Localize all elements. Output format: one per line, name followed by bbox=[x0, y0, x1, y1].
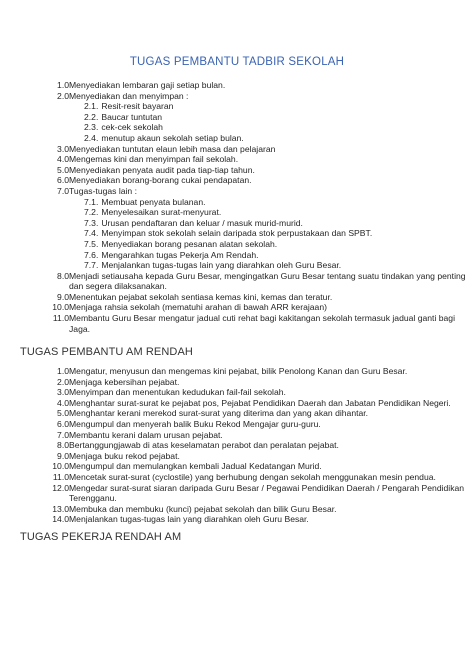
section-heading-pembantu-am-rendah: TUGAS PEMBANTU AM RENDAH bbox=[20, 346, 193, 358]
item-number: 1.0 bbox=[57, 366, 69, 376]
sub-list-item bbox=[0, 101, 474, 112]
item-text: Menjalankan tugas-tugas lain yang diarahkan oleh Guru Besar. bbox=[69, 514, 309, 525]
list-item bbox=[0, 175, 474, 186]
item-number: 8.0 bbox=[57, 270, 69, 281]
item-text: Menyediakan penyata audit pada tiap-tiap tahun. bbox=[69, 164, 255, 175]
item-text: Menyediakan borang-borang cukai pendapatan. bbox=[69, 175, 252, 186]
list-item bbox=[0, 430, 474, 441]
list-item bbox=[0, 472, 474, 483]
item-number: 7.5. bbox=[84, 238, 99, 249]
item-number: 3.0 bbox=[57, 387, 69, 398]
item-number: 10.0 bbox=[52, 302, 69, 313]
list-item bbox=[0, 398, 474, 409]
item-text: Menjalankan tugas-tugas lain yang diarahkan oleh Guru Besar. bbox=[101, 260, 342, 271]
item-text: Membantu kerani dalam urusan pejabat. bbox=[69, 429, 223, 440]
item-number: 9.0 bbox=[57, 291, 69, 302]
item-text: menutup akaun sekolah setiap bulan. bbox=[101, 132, 244, 143]
item-text: Membantu Guru Besar mengatur jadual cuti rehat bagi kakitangan sekolah termasuk jadual ganti bagi Jaga. bbox=[69, 313, 455, 334]
list-pembantu-tadbir bbox=[0, 80, 474, 334]
item-number: 2.0 bbox=[57, 376, 69, 387]
sub-list-item bbox=[0, 239, 474, 250]
section-heading-pekerja-rendah-am: TUGAS PEKERJA RENDAH AM bbox=[20, 531, 182, 543]
item-number: 7.0 bbox=[57, 429, 69, 440]
item-text: Mengarahkan tugas Pekerja Am Rendah. bbox=[101, 249, 259, 260]
sub-list-item bbox=[0, 207, 474, 218]
item-number: 2.1. bbox=[84, 101, 99, 112]
item-text: Menghantar kerani merekod surat-surat yang diterima dan yang akan dihantar. bbox=[69, 408, 369, 419]
item-number: 11.0 bbox=[52, 471, 69, 482]
item-number: 10.0 bbox=[52, 461, 69, 472]
item-text: Menjaga buku rekod pejabat. bbox=[69, 450, 180, 461]
item-text: Menyimpan stok sekolah selain daripada stok perpustakaan dan SPBT. bbox=[101, 228, 373, 239]
list-item bbox=[0, 186, 474, 197]
item-number: 2.2. bbox=[84, 111, 99, 122]
item-number: 2.4. bbox=[84, 132, 99, 143]
item-number: 7.2. bbox=[84, 207, 99, 218]
item-number: 7.7. bbox=[84, 260, 99, 271]
list-item bbox=[0, 387, 474, 398]
item-number: 5.0 bbox=[57, 164, 69, 175]
item-text: Menyediakan dan menyimpan : bbox=[69, 90, 189, 101]
sub-list-item bbox=[0, 228, 474, 239]
item-text: Menghantar surat-surat ke pejabat pos, Pejabat Pendidikan Daerah dan Jabatan Pendidikan Negeri. bbox=[69, 397, 451, 408]
item-text: Menyediakan tuntutan elaun lebih masa dan pelajaran bbox=[69, 143, 276, 154]
item-number: 13.0 bbox=[52, 503, 69, 514]
item-number: 9.0 bbox=[57, 450, 69, 461]
item-number: 7.4. bbox=[84, 228, 99, 239]
item-number: 7.3. bbox=[84, 217, 99, 228]
list-item bbox=[0, 419, 474, 430]
list-item bbox=[0, 292, 474, 303]
item-number: 11.0 bbox=[52, 313, 69, 324]
sub-list-item bbox=[0, 112, 474, 123]
item-text: Menjadi setiausaha kepada Guru Besar, mengingatkan Guru Besar tentang suatu tindakan yang penting dan segera dilaksanakan. bbox=[69, 270, 466, 292]
list-item bbox=[0, 271, 474, 292]
item-number: 2.0 bbox=[57, 90, 69, 101]
item-text: cek-cek sekolah bbox=[101, 122, 163, 133]
item-text: Mencetak surat-surat (cyclostile) yang berhubung dengan sekolah menggunakan mesin pendua. bbox=[69, 471, 436, 482]
item-number: 6.0 bbox=[57, 418, 69, 429]
item-number: 3.0 bbox=[57, 143, 69, 154]
item-text: Menjaga rahsia sekolah (mematuhi arahan di bawah ARR kerajaan) bbox=[69, 302, 327, 313]
item-text: Urusan pendaftaran dan keluar / masuk murid-murid. bbox=[101, 217, 303, 228]
list-item bbox=[0, 377, 474, 388]
item-text: Mengedar surat-surat siaran daripada Guru Besar / Pegawai Pendidikan Daerah / Pengarah Pendidikan Terengganu. bbox=[69, 482, 465, 504]
item-number: 7.1. bbox=[84, 196, 99, 207]
list-item bbox=[0, 313, 474, 334]
list-item bbox=[0, 366, 474, 377]
item-text: Tugas-tugas lain : bbox=[69, 185, 137, 196]
item-text: Mengatur, menyusun dan mengemas kini pejabat, bilik Penolong Kanan dan Guru Besar. bbox=[69, 366, 408, 376]
item-text: Bertanggungjawab di atas keselamatan perabot dan peralatan pejabat. bbox=[69, 440, 339, 451]
item-number: 7.0 bbox=[57, 185, 69, 196]
list-item bbox=[0, 461, 474, 472]
item-number: 2.3. bbox=[84, 122, 99, 133]
list-item bbox=[0, 165, 474, 176]
item-text: Menentukan pejabat sekolah sentiasa kemas kini, kemas dan teratur. bbox=[69, 291, 333, 302]
sub-list-item bbox=[0, 250, 474, 261]
item-text: Menjaga kebersihan pejabat. bbox=[69, 376, 180, 387]
item-text: Mengumpul dan memulangkan kembali Jadual Kedatangan Murid. bbox=[69, 461, 322, 472]
list-item bbox=[0, 514, 474, 525]
item-text: Baucar tuntutan bbox=[101, 111, 163, 122]
list-item bbox=[0, 302, 474, 313]
item-number: 5.0 bbox=[57, 408, 69, 419]
item-text: Membuat penyata bulanan. bbox=[101, 196, 206, 207]
list-item bbox=[0, 483, 474, 504]
list-item bbox=[0, 451, 474, 462]
item-text: Menyimpan dan menentukan kedudukan fail-fail sekolah. bbox=[69, 387, 286, 398]
sub-list-item bbox=[0, 218, 474, 229]
list-item bbox=[0, 408, 474, 419]
list-item bbox=[0, 144, 474, 155]
item-text: Menyediakan borang pesanan alatan sekolah. bbox=[101, 238, 278, 249]
item-number: 4.0 bbox=[57, 154, 69, 165]
item-number: 14.0 bbox=[52, 514, 69, 525]
item-text: Membuka dan membuku (kunci) pejabat sekolah dan bilik Guru Besar. bbox=[69, 503, 337, 514]
item-text: Resit-resit bayaran bbox=[101, 101, 174, 112]
item-number: 8.0 bbox=[57, 440, 69, 451]
list-item bbox=[0, 440, 474, 451]
sub-list-item bbox=[0, 260, 474, 271]
list-item bbox=[0, 91, 474, 102]
item-text: Menyediakan lembaran gaji setiap bulan. bbox=[69, 80, 226, 90]
item-number: 4.0 bbox=[57, 397, 69, 408]
sub-list-item bbox=[0, 122, 474, 133]
item-number: 6.0 bbox=[57, 175, 69, 186]
section-title-pembantu-tadbir: TUGAS PEMBANTU TADBIR SEKOLAH bbox=[129, 56, 345, 68]
item-text: Menyelesaikan surat-menyurat. bbox=[101, 207, 222, 218]
item-text: Mengemas kini dan menyimpan fail sekolah. bbox=[69, 154, 239, 165]
item-number: 12.0 bbox=[52, 482, 69, 493]
item-number: 7.6. bbox=[84, 249, 99, 260]
item-number: 1.0 bbox=[57, 80, 69, 90]
list-item bbox=[0, 504, 474, 515]
list-item bbox=[0, 80, 474, 91]
list-item bbox=[0, 154, 474, 165]
sub-list-item bbox=[0, 197, 474, 208]
list-pembantu-am-rendah bbox=[0, 366, 474, 525]
item-text: Mengumpul dan menyerah balik Buku Rekod Mengajar guru-guru. bbox=[69, 418, 321, 429]
sub-list-item bbox=[0, 133, 474, 144]
